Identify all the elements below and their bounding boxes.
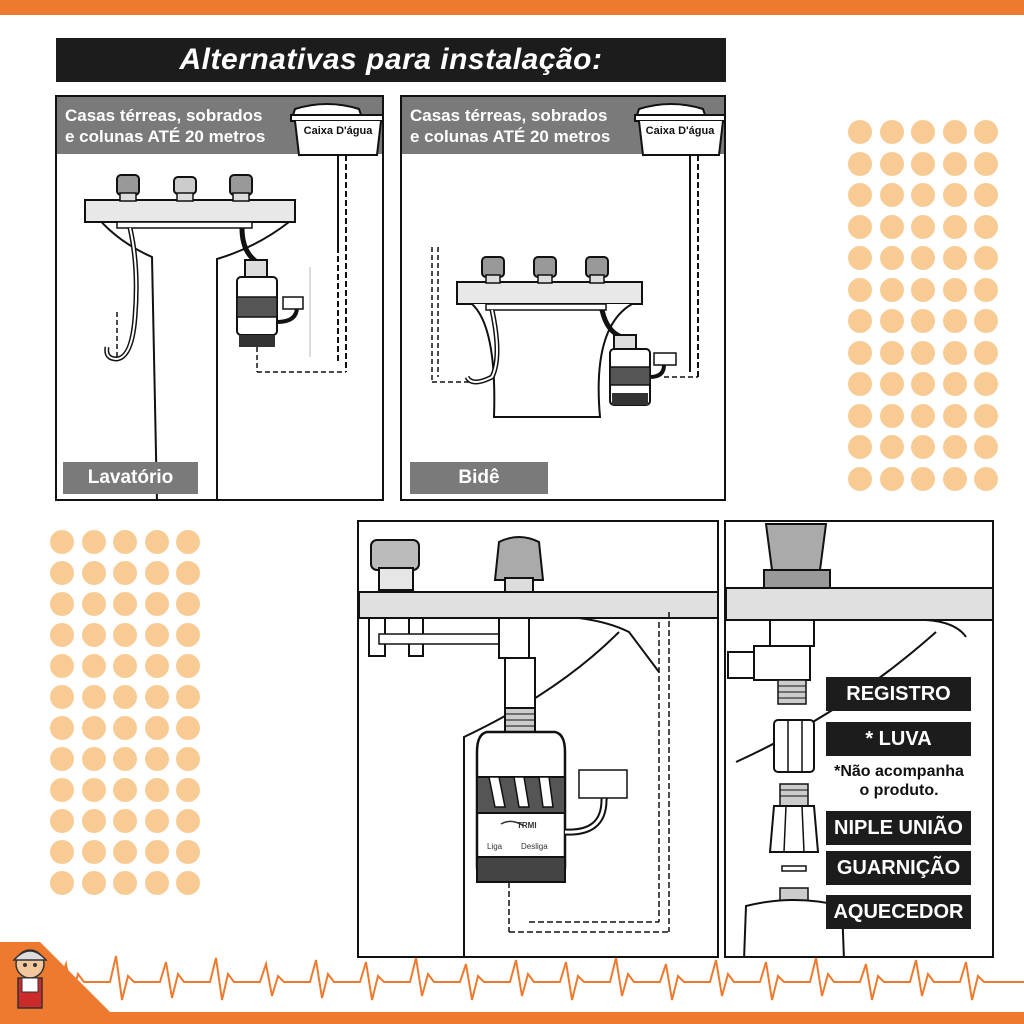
label-guarnicao: GUARNIÇÃO — [826, 851, 971, 885]
heater-label-right: Desliga — [521, 842, 548, 851]
top-accent-bar — [0, 0, 1024, 15]
label-niple-uniao: NIPLE UNIÃO — [826, 811, 971, 845]
heater-icon — [610, 335, 650, 405]
decorative-dot — [50, 778, 74, 802]
decorative-dot — [943, 309, 967, 333]
detail-diagram — [359, 522, 719, 958]
header-line-1: Casas térreas, sobrados — [410, 106, 608, 125]
decorative-dot — [848, 404, 872, 428]
decorative-dot — [145, 561, 169, 585]
decorative-dot — [82, 654, 106, 678]
decorative-dot — [943, 467, 967, 491]
decorative-dot — [880, 120, 904, 144]
decorative-dot — [82, 592, 106, 616]
decorative-dot — [848, 309, 872, 333]
decorative-dot — [848, 467, 872, 491]
decorative-dot — [50, 623, 74, 647]
decorative-dot — [50, 809, 74, 833]
decorative-dot — [943, 372, 967, 396]
mascot-icon — [14, 950, 46, 1008]
decorative-dot — [911, 183, 935, 207]
decorative-dot — [113, 840, 137, 864]
decorative-dot — [113, 654, 137, 678]
decorative-dot — [145, 592, 169, 616]
decorative-dot — [113, 716, 137, 740]
decorative-dot — [974, 278, 998, 302]
tag-bide: Bidê — [410, 462, 548, 494]
heater-brand: TRMI — [517, 821, 537, 830]
decorative-dot — [911, 404, 935, 428]
label-aquecedor: AQUECEDOR — [826, 895, 971, 929]
heartbeat-line-icon — [40, 956, 1024, 1000]
decorative-dot — [145, 840, 169, 864]
decorative-dot — [974, 152, 998, 176]
decorative-dot — [50, 530, 74, 554]
decorative-dot — [848, 435, 872, 459]
decorative-dot — [145, 623, 169, 647]
decorative-dot — [880, 183, 904, 207]
decorative-dot — [176, 530, 200, 554]
page-title: Alternativas para instalação: — [56, 38, 726, 82]
header-line-2: e colunas ATÉ 20 metros — [65, 127, 266, 146]
faucet-icon — [117, 175, 252, 201]
decorative-dot — [145, 747, 169, 771]
decorative-dot — [176, 809, 200, 833]
decorative-dot — [911, 435, 935, 459]
decorative-dot — [176, 623, 200, 647]
decorative-dot — [50, 592, 74, 616]
decorative-dot — [880, 372, 904, 396]
tag-lavatorio: Lavatório — [63, 462, 198, 494]
decorative-dot — [974, 120, 998, 144]
decorative-dot — [974, 309, 998, 333]
decorative-dot — [113, 778, 137, 802]
decorative-dot — [974, 435, 998, 459]
decorative-dot — [82, 871, 106, 895]
decorative-dot — [50, 747, 74, 771]
panel-bide — [400, 95, 726, 501]
decorative-dot — [113, 685, 137, 709]
heater-icon — [237, 260, 277, 347]
decorative-dot — [880, 309, 904, 333]
decorative-dot — [176, 561, 200, 585]
decorative-dot — [82, 685, 106, 709]
decorative-dot — [848, 246, 872, 270]
tank-label: Caixa D'água — [303, 125, 373, 137]
decorative-dot — [911, 246, 935, 270]
decorative-dot — [911, 467, 935, 491]
decorative-dot — [911, 120, 935, 144]
decorative-dot — [943, 183, 967, 207]
decorative-dot — [880, 246, 904, 270]
decorative-dot — [176, 592, 200, 616]
decorative-dot — [82, 840, 106, 864]
decorative-dot — [880, 404, 904, 428]
decorative-dot — [943, 341, 967, 365]
decorative-dot — [113, 809, 137, 833]
decorative-dot — [176, 871, 200, 895]
decorative-dot — [50, 840, 74, 864]
bide-diagram — [402, 97, 726, 501]
panel-parts — [724, 520, 994, 958]
decorative-dot — [848, 152, 872, 176]
faucet-icon — [371, 537, 543, 592]
decorative-dot — [974, 467, 998, 491]
decorative-dot — [848, 183, 872, 207]
note-line-2: o produto. — [859, 782, 939, 799]
decorative-dot — [880, 341, 904, 365]
panel-detail — [357, 520, 719, 958]
decorative-dot — [145, 809, 169, 833]
decorative-dot — [113, 623, 137, 647]
decorative-dot — [848, 215, 872, 239]
decorative-dot — [176, 840, 200, 864]
decorative-dot — [145, 871, 169, 895]
decorative-dot — [176, 747, 200, 771]
decorative-dot — [943, 404, 967, 428]
label-registro: REGISTRO — [826, 677, 971, 711]
decorative-dot — [82, 747, 106, 771]
bottom-decoration — [0, 934, 1024, 1024]
note-line-1: *Não acompanha — [834, 763, 964, 780]
decorative-dot — [50, 871, 74, 895]
decorative-dot — [50, 685, 74, 709]
decorative-dot — [113, 530, 137, 554]
decorative-dot — [911, 341, 935, 365]
decorative-dot — [943, 246, 967, 270]
decorative-dot — [145, 530, 169, 554]
decorative-dot — [176, 654, 200, 678]
decorative-dot — [911, 152, 935, 176]
decorative-dot — [82, 561, 106, 585]
lavatorio-diagram — [57, 97, 384, 501]
decorative-dot — [145, 778, 169, 802]
decorative-dot — [82, 716, 106, 740]
decorative-dot — [848, 341, 872, 365]
decorative-dot — [943, 215, 967, 239]
decorative-dot — [176, 778, 200, 802]
decorative-dot — [82, 530, 106, 554]
faucet-icon — [764, 524, 830, 588]
decorative-dot — [880, 467, 904, 491]
decorative-dot — [943, 120, 967, 144]
decorative-dot — [848, 372, 872, 396]
note-nao-acompanha — [824, 762, 974, 800]
decorative-dot — [176, 685, 200, 709]
decorative-dot — [911, 215, 935, 239]
decorative-dot — [911, 309, 935, 333]
decorative-dot — [880, 152, 904, 176]
decorative-dot — [974, 404, 998, 428]
decorative-dot — [974, 246, 998, 270]
tank-label: Caixa D'água — [645, 125, 715, 137]
decorative-dot — [82, 778, 106, 802]
decorative-dot — [82, 809, 106, 833]
decorative-dot — [145, 685, 169, 709]
decorative-dot — [145, 716, 169, 740]
decorative-dot — [943, 152, 967, 176]
decorative-dot — [50, 561, 74, 585]
decorative-dot — [974, 341, 998, 365]
decorative-dot — [943, 278, 967, 302]
decorative-dot — [880, 278, 904, 302]
decorative-dot — [82, 623, 106, 647]
header-line-1: Casas térreas, sobrados — [65, 106, 263, 125]
decorative-dot — [911, 372, 935, 396]
dot-grid-right — [848, 120, 1000, 500]
decorative-dot — [113, 871, 137, 895]
label-luva: * LUVA — [826, 722, 971, 756]
decorative-dot — [113, 561, 137, 585]
decorative-dot — [50, 716, 74, 740]
decorative-dot — [943, 435, 967, 459]
header-line-2: e colunas ATÉ 20 metros — [410, 127, 611, 146]
decorative-dot — [176, 716, 200, 740]
decorative-dot — [974, 215, 998, 239]
decorative-dot — [880, 435, 904, 459]
decorative-dot — [50, 654, 74, 678]
heater-icon — [477, 732, 565, 882]
decorative-dot — [145, 654, 169, 678]
decorative-dot — [848, 120, 872, 144]
decorative-dot — [911, 278, 935, 302]
decorative-dot — [113, 747, 137, 771]
dot-grid-left — [50, 530, 202, 900]
decorative-dot — [113, 592, 137, 616]
decorative-dot — [880, 215, 904, 239]
faucet-icon — [482, 257, 608, 283]
decorative-dot — [974, 183, 998, 207]
decorative-dot — [848, 278, 872, 302]
panel-lavatorio — [55, 95, 384, 501]
decorative-dot — [974, 372, 998, 396]
heater-label-left: Liga — [487, 842, 503, 851]
